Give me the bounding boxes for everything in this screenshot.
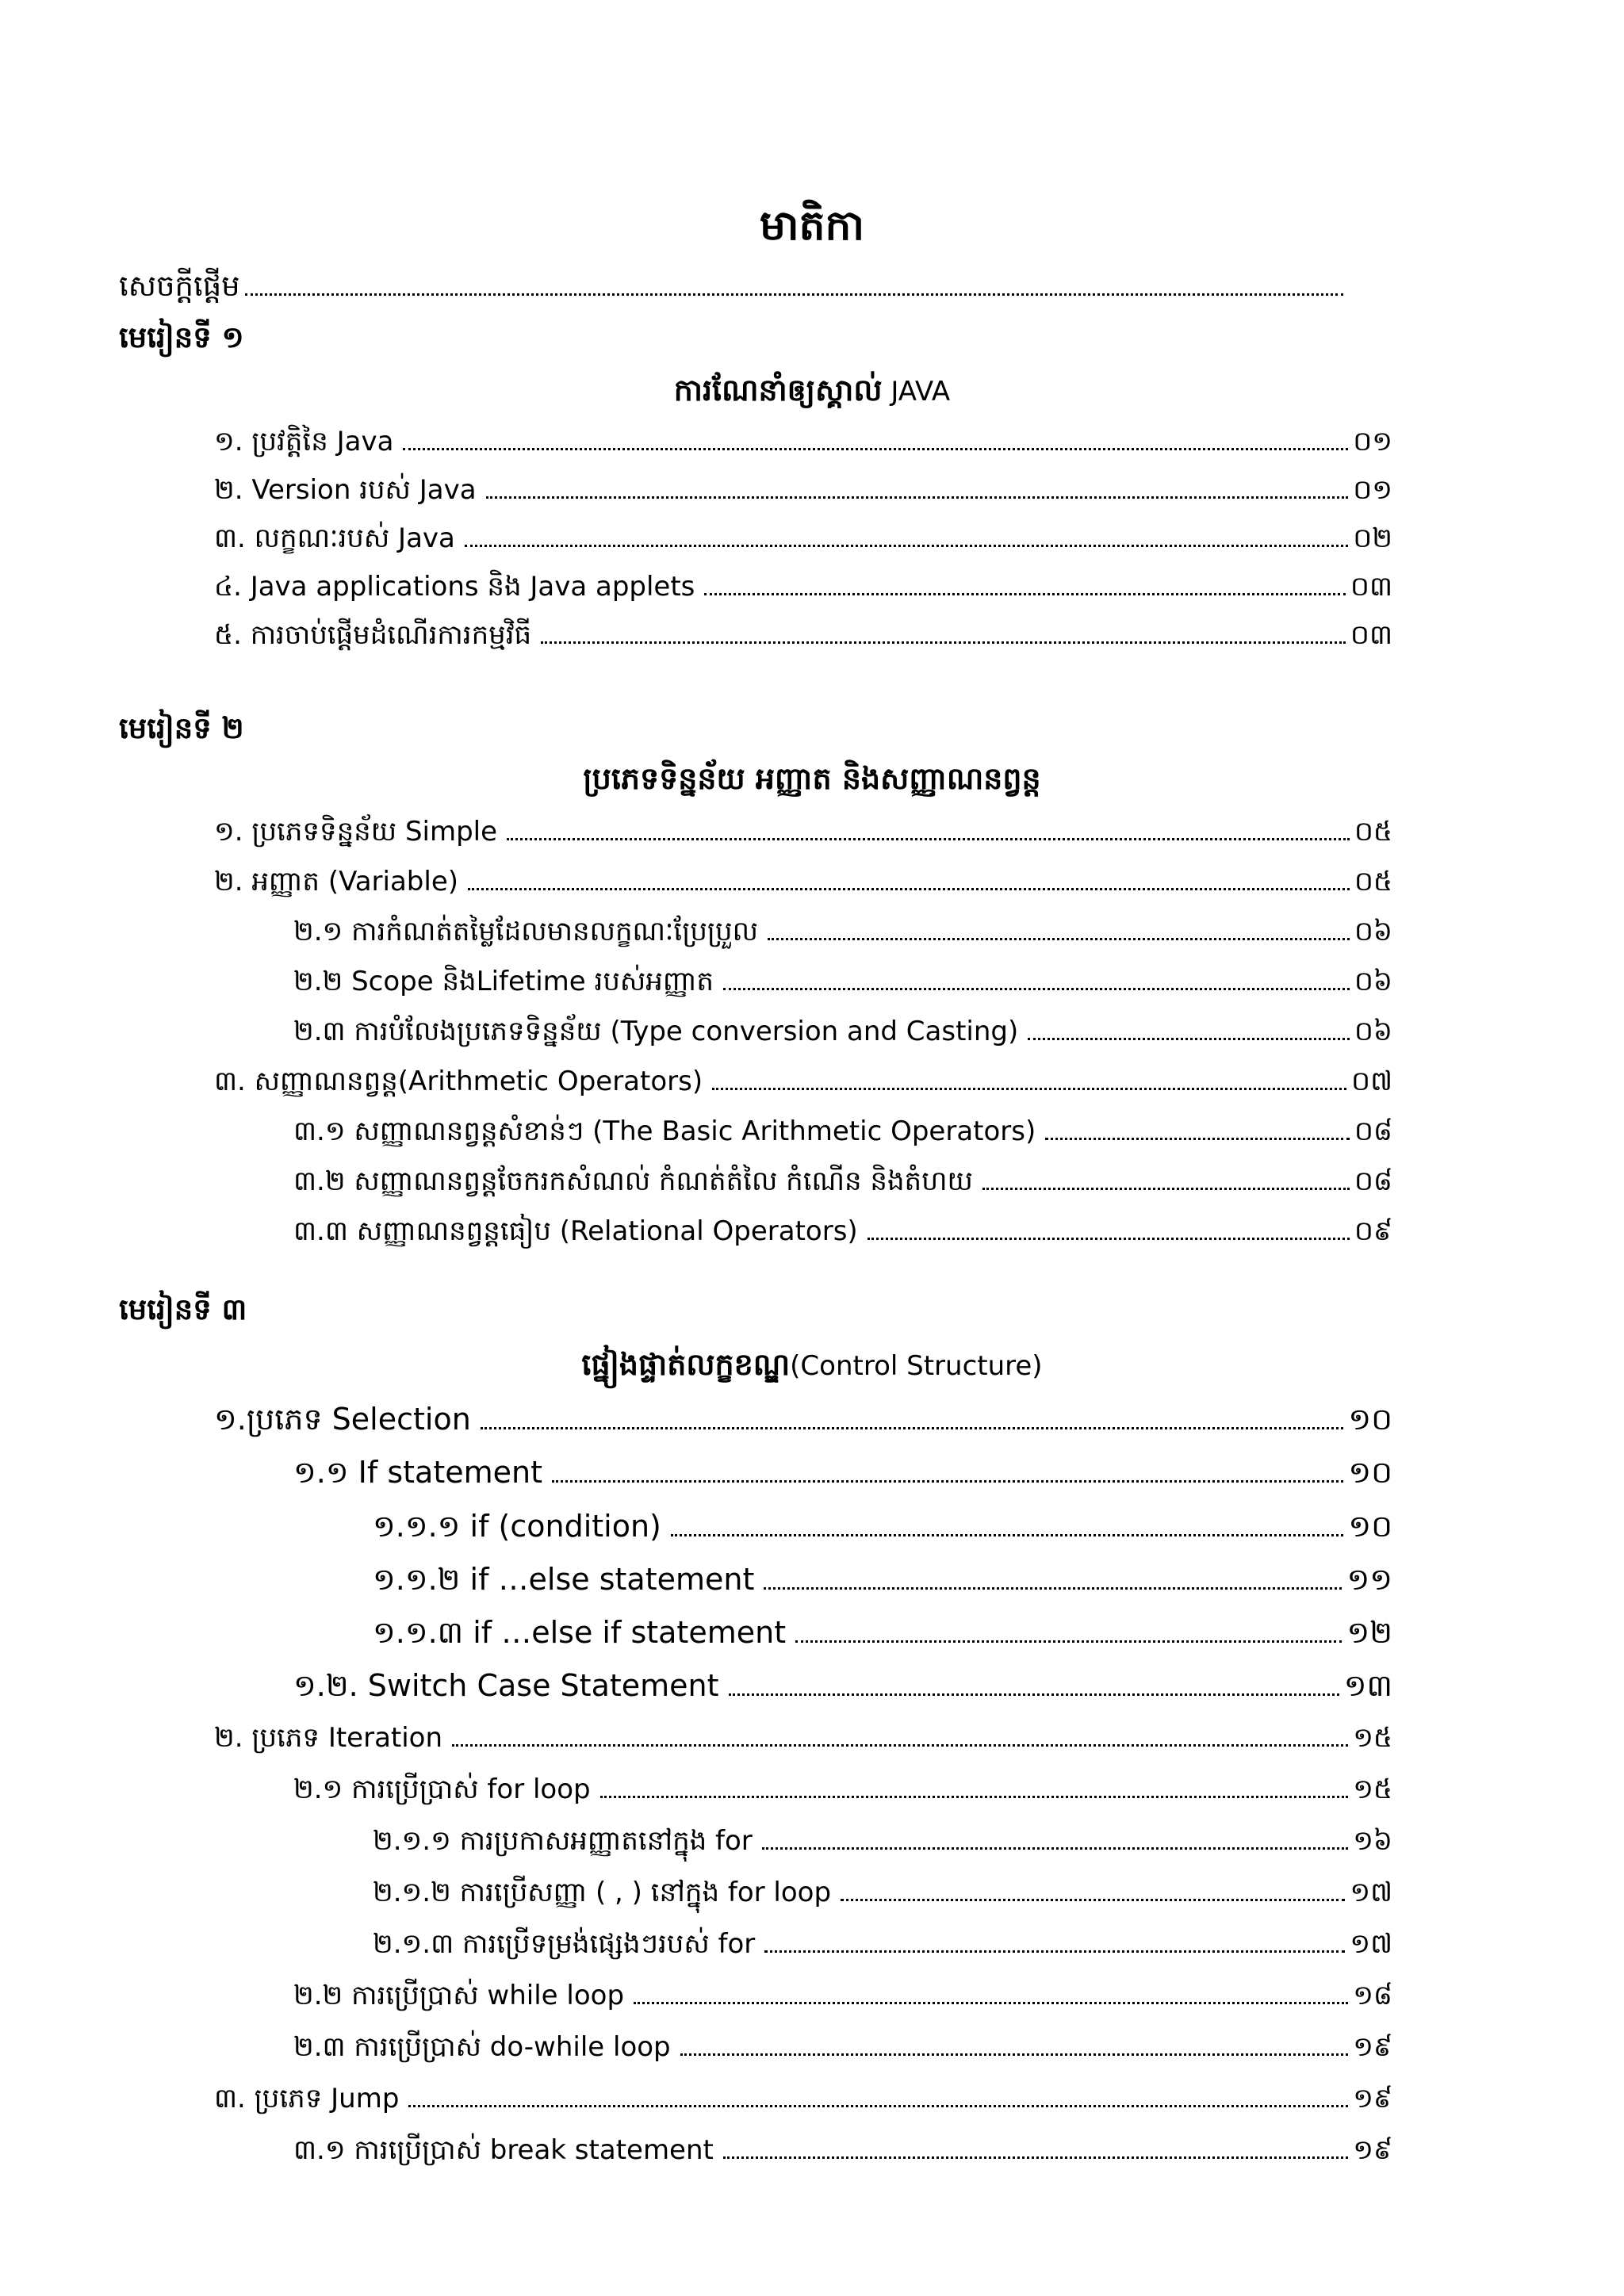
toc-entry[interactable] bbox=[293, 1770, 1392, 1809]
entry-text: ៣. សញ្ញាណនព្វន្ត(Arithmetic Operators) bbox=[214, 1066, 703, 1097]
entry-page: ០៥ bbox=[1354, 816, 1392, 848]
entry-page: ១៧ bbox=[1350, 1928, 1392, 1960]
entry-page: ០៩ bbox=[1354, 1215, 1392, 1247]
entry-page: ១២ bbox=[1346, 1615, 1392, 1650]
dot-leader bbox=[764, 1950, 1345, 1953]
lesson-2-label: មេរៀនទី ២ bbox=[119, 711, 244, 745]
entry-page: ០៦ bbox=[1354, 966, 1392, 997]
lesson-1-label: មេរៀនទី ១ bbox=[119, 320, 244, 354]
entry-page: ០៣ bbox=[1350, 571, 1392, 603]
entry-text: ៣.១ សញ្ញាណនព្វន្តសំខាន់ៗ (The Basic Arithmetic Operators) bbox=[293, 1115, 1036, 1147]
lesson-1-heading bbox=[0, 369, 1624, 413]
dot-leader bbox=[671, 1534, 1343, 1536]
dot-leader bbox=[723, 2156, 1348, 2159]
entry-page: ០៦ bbox=[1354, 1016, 1392, 1047]
entry-text: ២.១ ការប្រើប្រាស់ for loop bbox=[293, 1774, 591, 1805]
toc-entry[interactable] bbox=[373, 1924, 1392, 1964]
toc-entry[interactable] bbox=[293, 1666, 1392, 1705]
toc-entry[interactable] bbox=[293, 962, 1392, 1001]
entry-page: ០២ bbox=[1353, 522, 1392, 554]
toc-entry[interactable] bbox=[214, 1399, 1392, 1439]
entry-page: ០៨ bbox=[1354, 1165, 1392, 1197]
toc-entry[interactable] bbox=[293, 1112, 1392, 1151]
entry-text: ១.១.២ if …else statement bbox=[373, 1562, 755, 1597]
dot-leader bbox=[982, 1188, 1350, 1190]
entry-page: ០១ bbox=[1353, 426, 1392, 457]
dot-leader bbox=[762, 1847, 1348, 1850]
lesson-2-heading bbox=[0, 757, 1624, 802]
entry-page: ១៥ bbox=[1353, 1774, 1392, 1805]
page-title: មាតិកា bbox=[759, 202, 865, 250]
toc-entry[interactable] bbox=[293, 1161, 1392, 1201]
entry-text: ១.១.៣ if …else if statement bbox=[373, 1615, 787, 1650]
dot-leader bbox=[729, 1693, 1339, 1696]
entry-page: ១៥ bbox=[1353, 1722, 1392, 1754]
entry-page: ០៨ bbox=[1354, 1115, 1392, 1147]
dot-leader bbox=[245, 293, 1343, 296]
dot-leader bbox=[634, 2002, 1348, 2004]
entry-text: ២.១.២ ការប្រើសញ្ញា ( , ) នៅក្នុង for loop bbox=[373, 1877, 832, 1908]
entry-text: ១.២. Switch Case Statement bbox=[293, 1668, 719, 1703]
toc-entry[interactable] bbox=[214, 1718, 1392, 1758]
entry-text: ២.៣ ការប្រើប្រាស់ do-while loop bbox=[293, 2031, 671, 2063]
lesson-3-heading-kh: ផ្នៀងផ្ទាត់លក្ខខណ្ឌ bbox=[581, 1347, 791, 1382]
entry-text: ១. ប្រវត្តិនៃ Java bbox=[214, 426, 394, 457]
entry-text: ២. Version របស់ Java bbox=[214, 474, 477, 506]
entry-text: ២. អញ្ញាត (Variable) bbox=[214, 866, 459, 897]
dot-leader bbox=[1028, 1038, 1350, 1040]
entry-text: ១. ប្រភេទទិន្នន័យ Simple bbox=[214, 816, 498, 848]
lesson-2-heading-kh: ប្រភេទទិន្នន័យ អញ្ញាត និងសញ្ញាណនព្វន្ត bbox=[583, 761, 1041, 796]
entry-page: ១១ bbox=[1346, 1562, 1392, 1597]
entry-text: ១.ប្រភេទ Selection bbox=[214, 1402, 471, 1437]
toc-entry[interactable] bbox=[293, 1012, 1392, 1051]
dot-leader bbox=[841, 1899, 1345, 1901]
entry-page: ១០ bbox=[1348, 1455, 1392, 1490]
toc-entry[interactable] bbox=[373, 1821, 1392, 1861]
dot-leader bbox=[600, 1796, 1349, 1798]
entry-page: ១៩ bbox=[1353, 2134, 1392, 2166]
entry-text: ២.១.៣ ការប្រើទម្រង់ផ្សេងៗរបស់ for bbox=[373, 1928, 756, 1960]
dot-leader bbox=[723, 988, 1350, 990]
lesson-1-heading-en: JAVA bbox=[882, 376, 951, 408]
dot-leader bbox=[452, 1744, 1348, 1747]
entry-page: ១៩ bbox=[1353, 2083, 1392, 2114]
dot-leader bbox=[465, 545, 1348, 547]
dot-leader bbox=[481, 1427, 1344, 1429]
entry-page: ១៧ bbox=[1350, 1877, 1392, 1908]
intro-label: សេចក្ដីផ្ដើម bbox=[119, 269, 240, 303]
toc-entry[interactable] bbox=[214, 615, 1392, 655]
entry-page: ១៩ bbox=[1353, 2031, 1392, 2063]
entry-text: ២.៣ ការបំលែងប្រភេទទិន្នន័យ (Type conversion and Casting) bbox=[293, 1016, 1019, 1047]
toc-entry[interactable] bbox=[214, 2079, 1392, 2118]
entry-page: ១៦ bbox=[1353, 1825, 1392, 1857]
entry-page: ១០ bbox=[1348, 1509, 1392, 1544]
entry-page: ០៧ bbox=[1351, 1066, 1392, 1097]
toc-entry[interactable] bbox=[214, 567, 1392, 607]
entry-text: ៣.៣ សញ្ញាណនព្វន្តធៀប (Relational Operators) bbox=[293, 1215, 858, 1247]
toc-entry[interactable] bbox=[293, 1452, 1392, 1492]
entry-page: ១៣ bbox=[1343, 1668, 1392, 1703]
entry-page: ០១ bbox=[1353, 474, 1392, 506]
toc-entry[interactable] bbox=[214, 519, 1392, 558]
lesson-1-heading-kh: ការណែនាំឲ្យស្គាល់ bbox=[673, 373, 883, 408]
entry-page: ០៣ bbox=[1350, 619, 1392, 651]
dot-leader bbox=[541, 641, 1346, 644]
dot-leader bbox=[403, 448, 1348, 450]
dot-leader bbox=[1045, 1138, 1350, 1140]
entry-text: ៣. ប្រភេទ Jump bbox=[214, 2083, 400, 2114]
dot-leader bbox=[468, 888, 1350, 890]
entry-page: ១៨ bbox=[1353, 1980, 1392, 2011]
toc-entry[interactable] bbox=[373, 1506, 1392, 1546]
intro-entry bbox=[119, 266, 1348, 307]
dot-leader bbox=[868, 1238, 1350, 1240]
toc-entry[interactable] bbox=[214, 422, 1392, 461]
entry-text: ២. ប្រភេទ Iteration bbox=[214, 1722, 443, 1754]
toc-entry[interactable] bbox=[214, 470, 1392, 510]
entry-page: ១០ bbox=[1348, 1402, 1392, 1437]
dot-leader bbox=[552, 1480, 1343, 1483]
entry-text: ២.១.១ ការប្រកាសអញ្ញាតនៅក្នុង for bbox=[373, 1825, 753, 1857]
entry-page: ០៥ bbox=[1354, 866, 1392, 897]
entry-text: ២.២ Scope និងLifetime របស់អញ្ញាត bbox=[293, 966, 714, 997]
toc-entry[interactable] bbox=[293, 912, 1392, 951]
toc-entry[interactable] bbox=[293, 1976, 1392, 2015]
dot-leader bbox=[408, 2105, 1348, 2107]
dot-leader bbox=[795, 1640, 1342, 1643]
lesson-3-heading bbox=[0, 1343, 1624, 1387]
entry-text: ១.១.១ if (condition) bbox=[373, 1509, 661, 1544]
lesson-3-heading-en: (Control Structure) bbox=[790, 1350, 1043, 1382]
entry-text: ៣.២ សញ្ញាណនព្វន្តចែករកសំណល់ កំណត់តំលៃ កំណើន និងតំហយ bbox=[293, 1165, 973, 1197]
dot-leader bbox=[712, 1088, 1346, 1090]
toc-entry[interactable] bbox=[373, 1613, 1392, 1652]
toc-entry[interactable] bbox=[293, 2130, 1392, 2170]
dot-leader bbox=[764, 1587, 1342, 1590]
toc-entry[interactable] bbox=[214, 812, 1392, 851]
toc-entry[interactable] bbox=[373, 1559, 1392, 1599]
dot-leader bbox=[680, 2053, 1349, 2056]
entry-text: ២.១ ការកំណត់តម្លៃដែលមានលក្ខណៈប្រែប្រួល bbox=[293, 916, 758, 947]
entry-text: ៣. លក្ខណៈរបស់ Java bbox=[214, 522, 455, 554]
lesson-3-label: មេរៀនទី ៣ bbox=[119, 1292, 247, 1326]
entry-text: ៤. Java applications និង Java applets bbox=[214, 571, 695, 603]
entry-text: ៣.១ ការប្រើប្រាស់ break statement bbox=[293, 2134, 714, 2166]
toc-entry[interactable] bbox=[293, 2027, 1392, 2067]
dot-leader bbox=[507, 838, 1350, 840]
dot-leader bbox=[768, 938, 1350, 940]
dot-leader bbox=[486, 496, 1349, 499]
toc-entry[interactable] bbox=[293, 1211, 1392, 1251]
toc-entry[interactable] bbox=[373, 1873, 1392, 1912]
toc-entry[interactable] bbox=[214, 862, 1392, 901]
entry-page: ០៦ bbox=[1354, 916, 1392, 947]
dot-leader bbox=[704, 593, 1345, 595]
entry-text: ២.២ ការប្រើប្រាស់ while loop bbox=[293, 1980, 625, 2011]
entry-text: ៥. ការចាប់ផ្ដើមដំណើរការកម្មវិធី bbox=[214, 619, 532, 651]
entry-text: ១.១ If statement bbox=[293, 1455, 542, 1490]
toc-entry[interactable] bbox=[214, 1062, 1392, 1101]
